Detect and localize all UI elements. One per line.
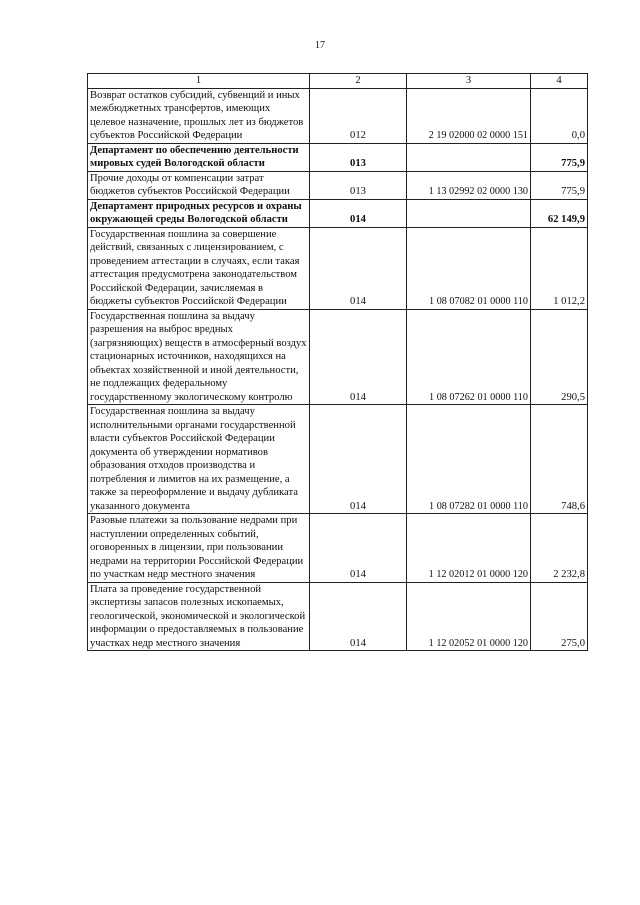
column-header: 3: [407, 74, 531, 89]
budget-classification-code: 1 12 02052 01 0000 120: [407, 582, 531, 651]
budget-classification-code: [407, 199, 531, 227]
revenue-name: Разовые платежи за пользование недрами при наступлении определенных событий, оговоренных в лицензии, при пользовании недрами на территории Российской Федерации по участкам недр местного значения: [88, 514, 310, 583]
department-name: Департамент по обеспечению деятельности мировых судей Вологодской области: [88, 143, 310, 171]
table-row: [88, 227, 588, 309]
amount: 1 012,2: [531, 227, 588, 309]
amount: 2 232,8: [531, 514, 588, 583]
page-number: 17: [315, 40, 325, 51]
revenue-name: Возврат остатков субсидий, субвенций и иных межбюджетных трансфертов, имеющих целевое назначение, прошлых лет из бюджетов субъектов Российской Федерации: [88, 88, 310, 143]
admin-code: 013: [310, 171, 407, 199]
amount: 775,9: [531, 171, 588, 199]
table-row: [88, 88, 588, 143]
admin-code: 014: [310, 309, 407, 405]
amount: 290,5: [531, 309, 588, 405]
amount: 775,9: [531, 143, 588, 171]
admin-code: 014: [310, 514, 407, 583]
amount: 0,0: [531, 88, 588, 143]
table-row: [88, 514, 588, 583]
budget-classification-code: 2 19 02000 02 0000 151: [407, 88, 531, 143]
column-header: 2: [310, 74, 407, 89]
budget-classification-code: 1 08 07082 01 0000 110: [407, 227, 531, 309]
admin-code: 014: [310, 227, 407, 309]
revenue-name: Государственная пошлина за выдачу разрешения на выброс вредных (загрязняющих) веществ в атмосферный воздух стационарных источников, находящихся на объектах хозяйственной и иной деятельности, не подлежащих федеральному государственному экологическому контролю: [88, 309, 310, 405]
amount: 275,0: [531, 582, 588, 651]
budget-classification-code: 1 08 07262 01 0000 110: [407, 309, 531, 405]
table-row: [88, 309, 588, 405]
column-header: 1: [88, 74, 310, 89]
department-row: [88, 143, 588, 171]
admin-code: 012: [310, 88, 407, 143]
department-row: [88, 199, 588, 227]
amount: 748,6: [531, 405, 588, 514]
budget-classification-code: [407, 143, 531, 171]
budget-classification-code: 1 12 02012 01 0000 120: [407, 514, 531, 583]
revenue-table: [87, 73, 588, 651]
budget-classification-code: 1 08 07282 01 0000 110: [407, 405, 531, 514]
admin-code: 014: [310, 199, 407, 227]
revenue-name: Государственная пошлина за совершение действий, связанных с лицензированием, с проведением аттестации в случаях, если такая аттестация предусмотрена законодательством Российской Федерации, зачисляемая в бюджеты субъектов Российской Федерации: [88, 227, 310, 309]
revenue-name: Прочие доходы от компенсации затрат бюджетов субъектов Российской Федерации: [88, 171, 310, 199]
admin-code: 014: [310, 582, 407, 651]
admin-code: 013: [310, 143, 407, 171]
revenue-name: Плата за проведение государственной экспертизы запасов полезных ископаемых, геологической, экономической и экологической информации о предоставляемых в пользование участках недр местного значения: [88, 582, 310, 651]
column-header: 4: [531, 74, 588, 89]
amount: 62 149,9: [531, 199, 588, 227]
table-row: [88, 171, 588, 199]
revenue-name: Государственная пошлина за выдачу исполнительными органами государственной власти субъектов Российской Федерации документа об утверждении нормативов образования отходов производства и потребления и лимитов на их размещение, а также за переоформление и выдачу дубликата указанного документа: [88, 405, 310, 514]
table-row: [88, 582, 588, 651]
table-row: [88, 405, 588, 514]
admin-code: 014: [310, 405, 407, 514]
budget-classification-code: 1 13 02992 02 0000 130: [407, 171, 531, 199]
table-header-row: [88, 74, 588, 89]
department-name: Департамент природных ресурсов и охраны окружающей среды Вологодской области: [88, 199, 310, 227]
